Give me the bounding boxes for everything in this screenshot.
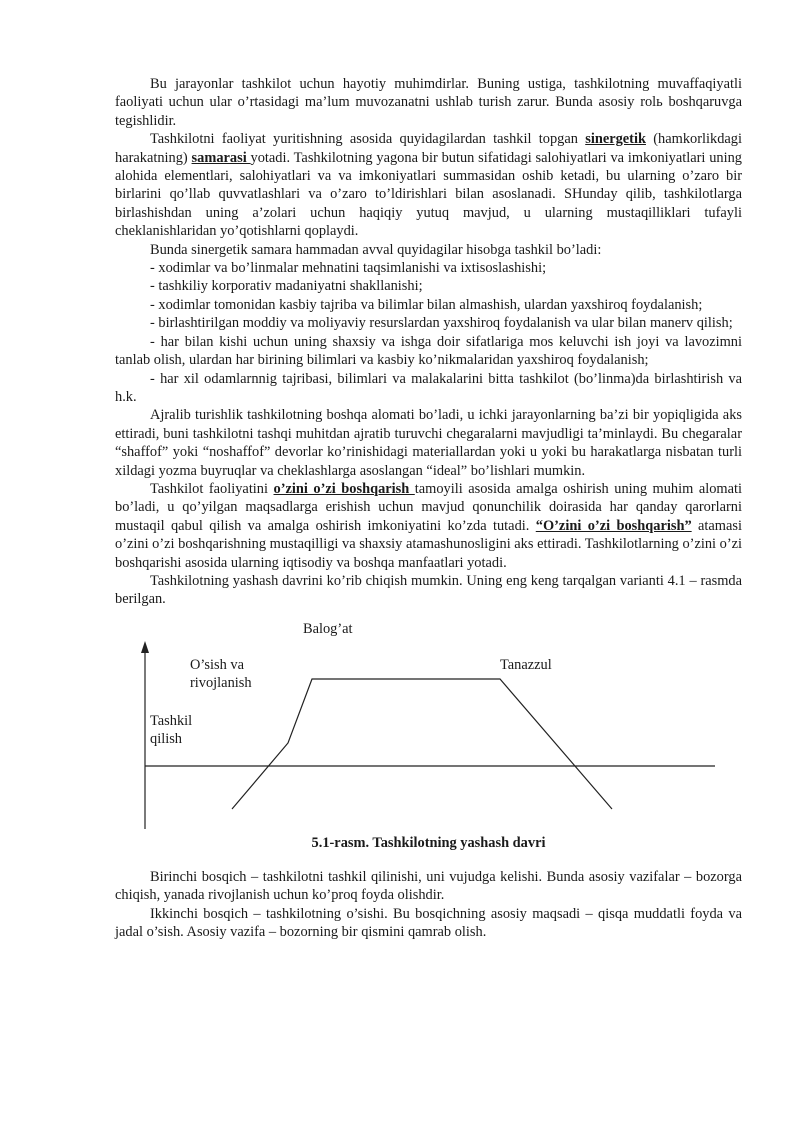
label-creation: Tashkil qilish <box>150 712 193 748</box>
paragraph-4: Ajralib turishlik tashkilotning boshqa alomati bo’ladi, u ichki jarayonlarning ba’zi bir yopiqligida aks ettiradi, buni tashkilotni tashqi muhitdan ajratib turuvchi chegaralarni mavjudligi ta’minlaydi. Bu chegaralar “shaffof” yoki “noshaffof” devorlar ko’rinishidagi materiallardan yoki u yoki bu harakatlarga nisbatan turli xildagi yozma buyruqlar va cheklashlarga asoslangan “ideal” bo’lishlari mumkin. <box>115 407 742 479</box>
paragraph-5 <box>115 480 742 572</box>
lifecycle-figure <box>115 620 742 829</box>
text-run: atamasi o’zini o’zi boshqarishning mustaqilligi va shaxsiy atamashunosligini aks ettiradi. Tashkilotlarning o’zini o’zi boshqarishi asosida ularning iqtisodiy va boshqa manfaatlari yotadi. <box>115 517 743 571</box>
list-item: - tashkiliy korporativ madaniyatni shakllanishi; <box>150 278 423 295</box>
term-ozini-ozi-boshqarish-quoted: “O’zini o’zi boshqarish” <box>535 517 692 534</box>
text-run: (hamkorlikdagi harakatning) <box>115 131 742 166</box>
list-item: - birlashtirilgan moddiy va moliyaviy resurslardan yaxshiroq foydalanish va ular bilan manerv qilish; <box>150 315 733 332</box>
list-item: - xodimlar tomonidan kasbiy tajriba va bilimlar bilan almashish, ulardan yaxshiroq foydalanish; <box>150 296 703 313</box>
text-run: Tashkilotni faoliyat yuritishning asosida quyidagilardan tashkil topgan <box>150 131 586 148</box>
paragraph-2 <box>115 130 742 240</box>
list-item: - har xil odamlarnnig tajribasi, bilimlari va malakalarini bitta tashkilot (bo’linma)da birlashtirish va h.k. <box>115 370 742 405</box>
list-item: - xodimlar va bo’linmalar mehnatini taqsimlanishi va ixtisoslashishi; <box>150 260 547 277</box>
figure-caption: 5.1-rasm. Tashkilotning yashash davri <box>311 834 546 851</box>
paragraph-1: Bu jarayonlar tashkilot uchun hayotiy muhimdirlar. Buning ustiga, tashkilotning muvaffaqiyatli faoliyati uchun ular o’rtasidagi ma’lum muvozanatni ushlab turish zarur. Bunda asosiy rolь boshqaruvga tegishlidir. <box>115 76 742 129</box>
paragraph-8: Ikkinchi bosqich – tashkilotning o’sishi. Bu bosqichning asosiy maqsadi – qisqa muddatli foyda va jadal o’sish. Asosiy vazifa – bozorning bir qismini qamrab olish. <box>115 905 742 940</box>
paragraph-3: Bunda sinergetik samara hammadan avval quyidagilar hisobga tashkil bo’ladi: <box>150 241 602 258</box>
label-growth: O’sish va rivojlanish <box>190 656 252 692</box>
axis-arrow-icon <box>141 641 149 653</box>
text-run: Tashkilot faoliyatini <box>150 480 274 497</box>
label-decline: Tanazzul <box>500 656 552 673</box>
term-samarasi: samarasi <box>191 149 251 166</box>
lifecycle-curve <box>232 679 612 809</box>
paragraph-6: Tashkilotning yashash davrini ko’rib chiqish mumkin. Uning eng keng tarqalgan varianti 4.1 – rasmda berilgan. <box>115 572 742 608</box>
paragraph-7: Birinchi bosqich – tashkilotni tashkil qilinishi, uni vujudga kelishi. Bunda asosiy vazifalar – bozorga chiqish, yanada rivojlanish uchun ko’proq foyda olishdir. <box>115 868 742 904</box>
term-sinergetik: sinergetik <box>585 131 646 148</box>
label-maturity: Balog’at <box>303 620 353 637</box>
text-run: tamoyili asosida amalga oshirish uning muhim alomati bo’ladi, u qo’yilgan maqsadlarga erishish uchun mavjud qonunchilik doirasida har qanday qarorlarni mustaqil qabul qilish va amalga oshirish imkoniyatini ko’zda tutadi. <box>115 480 742 534</box>
term-ozini-ozi-boshqarish: o’zini o’zi boshqarish <box>273 480 415 497</box>
list-item: - har bilan kishi uchun uning shaxsiy va ishga doir sifatlariga mos keluvchi ish joyi va lavozimni tanlab olish, ulardan har birining bilimlari va kasbiy ko’nikmalaridan yaxshiroq foydalanish; <box>115 333 742 369</box>
document-page <box>115 75 742 941</box>
text-run: yotadi. Tashkilotning yagona bir butun sifatidagi salohiyatlari va imkoniyatlari uning alohida elementlari, salohiyatlari va va imkoniyatlari summasidan oshib ketadi, bu ularning o’zaro bir birlarini qo’llab quvvatlashlari va o’zaro to’ldirishlari bilan asoslanadi. SHunday qilib, tashkilotlarga birlashishdan uning a’zolari uchun haqiqiy yutuq mavjud, u ularning mustaqilliklari tufayli cheklanishlaridan yo’qotishlarni qoplaydi. <box>115 149 742 240</box>
